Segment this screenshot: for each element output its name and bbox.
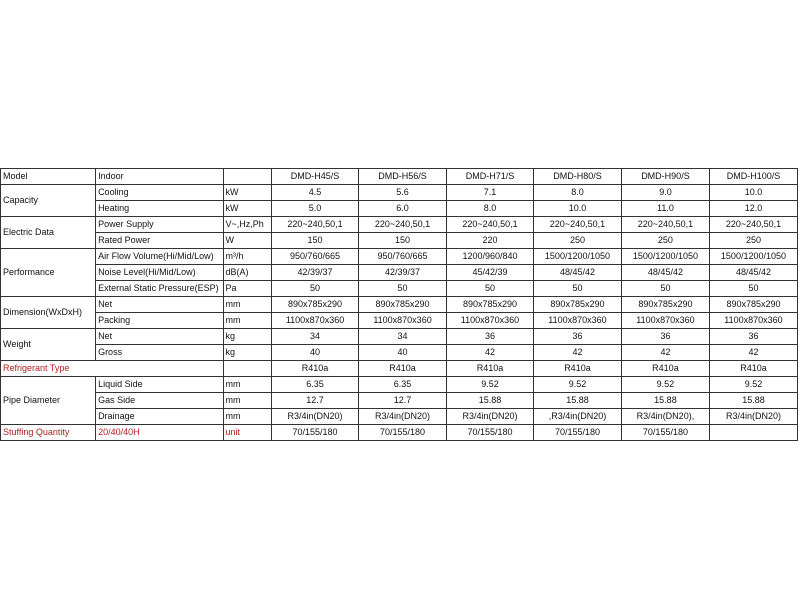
row-label: Heating — [96, 201, 223, 217]
group-performance: Performance — [1, 249, 96, 297]
value-cell: 50 — [621, 281, 709, 297]
value-cell: R3/4in(DN20) — [272, 409, 359, 425]
value-cell: 1100x870x360 — [272, 313, 359, 329]
row-noise-level — [1, 265, 798, 281]
value-cell: 220~240,50,1 — [359, 217, 447, 233]
model-cell: DMD-H71/S — [447, 169, 534, 185]
value-cell: 220~240,50,1 — [272, 217, 359, 233]
value-cell: 4.5 — [272, 185, 359, 201]
value-cell: 12.7 — [359, 393, 447, 409]
row-unit: unit — [223, 425, 272, 441]
value-cell: R410a — [447, 361, 534, 377]
row-label: Air Flow Volume(Hi/Mid/Low) — [96, 249, 223, 265]
value-cell: 11.0 — [621, 201, 709, 217]
value-cell: 1100x870x360 — [709, 313, 797, 329]
row-unit: Pa — [223, 281, 272, 297]
value-cell: 6.35 — [359, 377, 447, 393]
value-cell: 12.7 — [272, 393, 359, 409]
header-model: Model — [1, 169, 96, 185]
value-cell: 9.0 — [621, 185, 709, 201]
row-weight-gross — [1, 345, 798, 361]
value-cell: 42 — [621, 345, 709, 361]
value-cell: 890x785x290 — [359, 297, 447, 313]
row-unit: mm — [223, 313, 272, 329]
row-label: External Static Pressure(ESP) — [96, 281, 223, 297]
value-cell: 1100x870x360 — [533, 313, 621, 329]
value-cell: 48/45/42 — [621, 265, 709, 281]
value-cell: R410a — [709, 361, 797, 377]
model-cell: DMD-H45/S — [272, 169, 359, 185]
value-cell: 950/760/665 — [359, 249, 447, 265]
value-cell: 220~240,50,1 — [709, 217, 797, 233]
row-weight-net — [1, 329, 798, 345]
row-label: Cooling — [96, 185, 223, 201]
value-cell: 40 — [359, 345, 447, 361]
value-cell: 890x785x290 — [533, 297, 621, 313]
row-label: Power Supply — [96, 217, 223, 233]
value-cell: 50 — [359, 281, 447, 297]
value-cell: 9.52 — [709, 377, 797, 393]
row-label: Net — [96, 329, 223, 345]
row-unit: W — [223, 233, 272, 249]
value-cell: 42 — [709, 345, 797, 361]
value-cell: 220~240,50,1 — [621, 217, 709, 233]
value-cell: 890x785x290 — [447, 297, 534, 313]
refrigerant-type-label: Refrigerant Type — [1, 361, 224, 377]
row-unit — [223, 361, 272, 377]
row-dimension-packing — [1, 313, 798, 329]
value-cell: 34 — [359, 329, 447, 345]
value-cell: 1500/1200/1050 — [621, 249, 709, 265]
row-stuffing-quantity — [1, 425, 798, 441]
row-label: Gas Side — [96, 393, 223, 409]
value-cell: 36 — [447, 329, 534, 345]
group-capacity: Capacity — [1, 185, 96, 217]
group-dimension: Dimension(WxDxH) — [1, 297, 96, 329]
row-label: Noise Level(Hi/Mid/Low) — [96, 265, 223, 281]
value-cell: 10.0 — [533, 201, 621, 217]
value-cell: 42/39/37 — [359, 265, 447, 281]
value-cell: 250 — [709, 233, 797, 249]
value-cell: 1200/960/840 — [447, 249, 534, 265]
value-cell: 9.52 — [533, 377, 621, 393]
value-cell: 70/155/180 — [359, 425, 447, 441]
row-dimension-net — [1, 297, 798, 313]
value-cell — [709, 425, 797, 441]
row-unit: mm — [223, 393, 272, 409]
row-air-flow — [1, 249, 798, 265]
value-cell: 15.88 — [447, 393, 534, 409]
model-cell: DMD-H56/S — [359, 169, 447, 185]
row-unit: kg — [223, 345, 272, 361]
row-power-supply — [1, 217, 798, 233]
group-weight: Weight — [1, 329, 96, 361]
row-label: 20/40/40H — [96, 425, 223, 441]
value-cell: R3/4in(DN20), — [621, 409, 709, 425]
value-cell: R410a — [621, 361, 709, 377]
model-cell: DMD-H100/S — [709, 169, 797, 185]
value-cell: 70/155/180 — [621, 425, 709, 441]
value-cell: ,R3/4in(DN20) — [533, 409, 621, 425]
value-cell: 150 — [359, 233, 447, 249]
row-gas-side — [1, 393, 798, 409]
value-cell: 5.6 — [359, 185, 447, 201]
value-cell: 1100x870x360 — [447, 313, 534, 329]
value-cell: 70/155/180 — [447, 425, 534, 441]
stuffing-quantity-label: Stuffing Quantity — [1, 425, 96, 441]
value-cell: 42/39/37 — [272, 265, 359, 281]
value-cell: 1500/1200/1050 — [709, 249, 797, 265]
value-cell: 48/45/42 — [533, 265, 621, 281]
value-cell: 50 — [272, 281, 359, 297]
value-cell: 220~240,50,1 — [447, 217, 534, 233]
row-label: Drainage — [96, 409, 223, 425]
value-cell: 8.0 — [533, 185, 621, 201]
row-label: Packing — [96, 313, 223, 329]
value-cell: 50 — [447, 281, 534, 297]
model-cell: DMD-H90/S — [621, 169, 709, 185]
row-unit: kW — [223, 201, 272, 217]
value-cell: 890x785x290 — [272, 297, 359, 313]
value-cell: 220~240,50,1 — [533, 217, 621, 233]
value-cell: 15.88 — [709, 393, 797, 409]
value-cell: 6.0 — [359, 201, 447, 217]
value-cell: 50 — [533, 281, 621, 297]
value-cell: 6.35 — [272, 377, 359, 393]
row-drainage — [1, 409, 798, 425]
group-pipe-diameter: Pipe Diameter — [1, 377, 96, 425]
row-unit: m³/h — [223, 249, 272, 265]
value-cell: 220 — [447, 233, 534, 249]
value-cell: 15.88 — [533, 393, 621, 409]
row-label: Liquid Side — [96, 377, 223, 393]
value-cell: 42 — [447, 345, 534, 361]
value-cell: 70/155/180 — [533, 425, 621, 441]
value-cell: 70/155/180 — [272, 425, 359, 441]
value-cell: 9.52 — [447, 377, 534, 393]
value-cell: 15.88 — [621, 393, 709, 409]
value-cell: 250 — [533, 233, 621, 249]
value-cell: R410a — [359, 361, 447, 377]
group-electric-data: Electric Data — [1, 217, 96, 249]
value-cell: 42 — [533, 345, 621, 361]
value-cell: 890x785x290 — [709, 297, 797, 313]
header-indoor: Indoor — [96, 169, 223, 185]
value-cell: 34 — [272, 329, 359, 345]
value-cell: 5.0 — [272, 201, 359, 217]
model-cell: DMD-H80/S — [533, 169, 621, 185]
row-unit: V~,Hz,Ph — [223, 217, 272, 233]
value-cell: R3/4in(DN20) — [359, 409, 447, 425]
value-cell: 36 — [533, 329, 621, 345]
value-cell: 250 — [621, 233, 709, 249]
header-unit — [223, 169, 272, 185]
row-liquid-side — [1, 377, 798, 393]
row-unit: kW — [223, 185, 272, 201]
value-cell: 950/760/665 — [272, 249, 359, 265]
value-cell: 10.0 — [709, 185, 797, 201]
value-cell: 12.0 — [709, 201, 797, 217]
value-cell: R410a — [533, 361, 621, 377]
row-unit: dB(A) — [223, 265, 272, 281]
row-unit: mm — [223, 377, 272, 393]
value-cell: 1100x870x360 — [359, 313, 447, 329]
row-refrigerant — [1, 361, 798, 377]
value-cell: 50 — [709, 281, 797, 297]
value-cell: R410a — [272, 361, 359, 377]
spec-table — [0, 168, 798, 441]
value-cell: 36 — [621, 329, 709, 345]
row-rated-power — [1, 233, 798, 249]
row-heating — [1, 201, 798, 217]
value-cell: R3/4in(DN20) — [447, 409, 534, 425]
value-cell: 48/45/42 — [709, 265, 797, 281]
row-label: Net — [96, 297, 223, 313]
value-cell: 8.0 — [447, 201, 534, 217]
row-unit: mm — [223, 409, 272, 425]
value-cell: 1100x870x360 — [621, 313, 709, 329]
row-label: Rated Power — [96, 233, 223, 249]
row-unit: mm — [223, 297, 272, 313]
row-esp — [1, 281, 798, 297]
row-label: Gross — [96, 345, 223, 361]
value-cell: 890x785x290 — [621, 297, 709, 313]
value-cell: 9.52 — [621, 377, 709, 393]
value-cell: 45/42/39 — [447, 265, 534, 281]
value-cell: 7.1 — [447, 185, 534, 201]
value-cell: R3/4in(DN20) — [709, 409, 797, 425]
value-cell: 40 — [272, 345, 359, 361]
header-row — [1, 169, 798, 185]
row-cooling — [1, 185, 798, 201]
value-cell: 1500/1200/1050 — [533, 249, 621, 265]
value-cell: 150 — [272, 233, 359, 249]
value-cell: 36 — [709, 329, 797, 345]
row-unit: kg — [223, 329, 272, 345]
